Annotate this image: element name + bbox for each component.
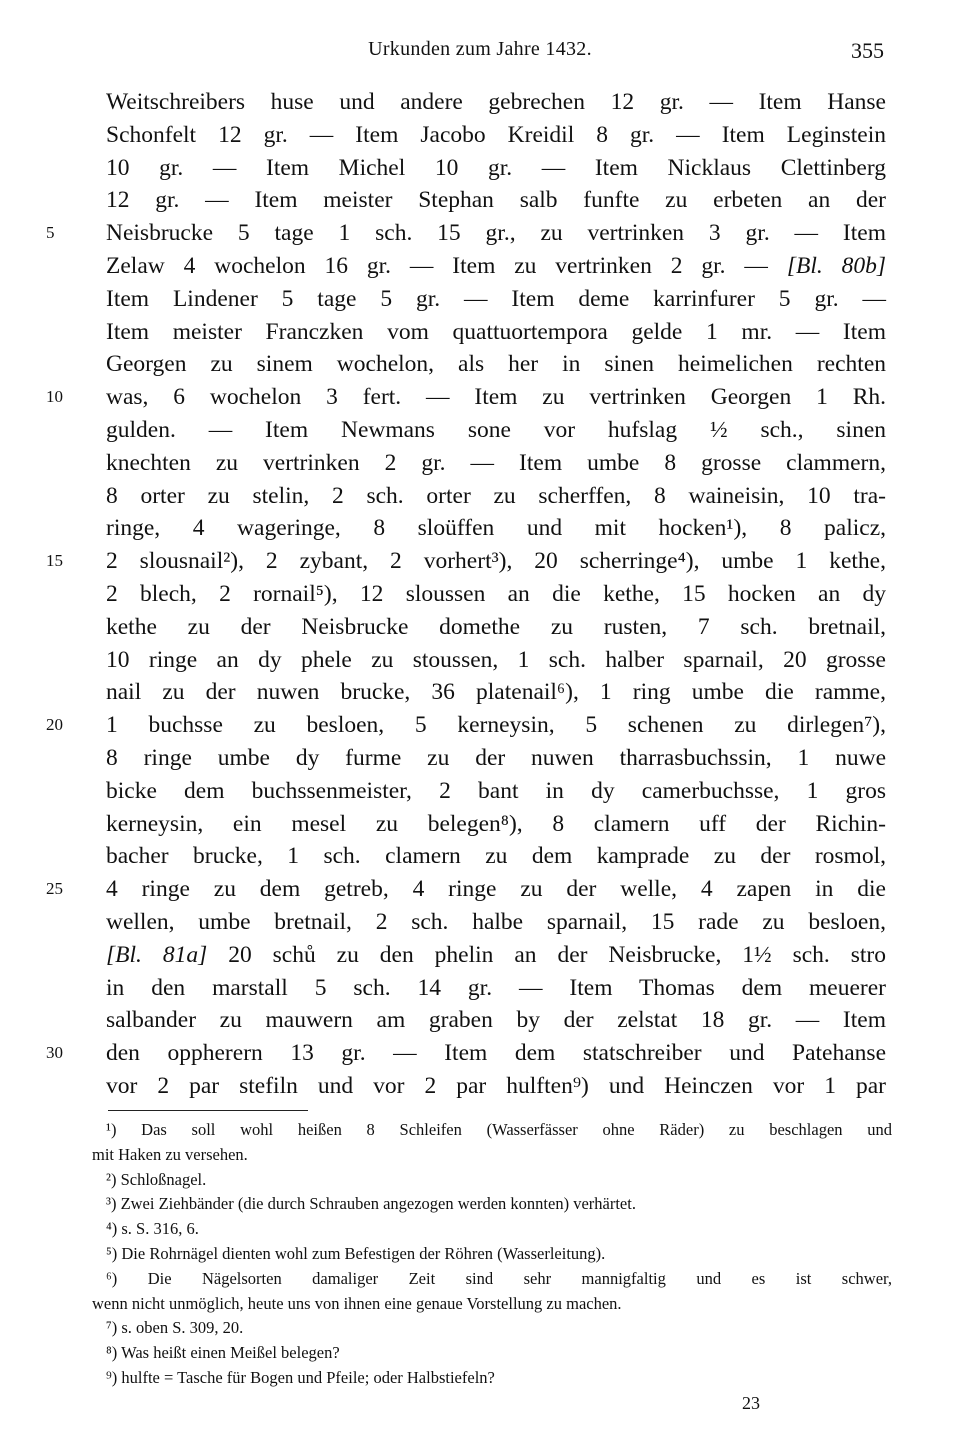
line-text: wellen, umbe bretnail, 2 sch. halbe sparnail, 15 rade zu besloen, — [106, 908, 886, 935]
line-text: kethe zu der Neisbrucke domethe zu rusten, 7 sch. bretnail, — [106, 613, 886, 640]
line-text: 12 gr. — Item meister Stephan salb funfte zu erbeten an der — [106, 187, 886, 214]
text-line — [106, 283, 886, 316]
line-text: den oppherern 13 gr. — Item dem statschreiber und Patehanse — [106, 1040, 886, 1067]
line-number: 5 — [46, 223, 55, 243]
line-text: Neisbrucke 5 tage 1 sch. 15 gr., zu vertrinken 3 gr. — Item — [106, 220, 886, 247]
line-number: 30 — [46, 1043, 63, 1063]
running-head: Urkunden zum Jahre 1432. — [368, 38, 592, 60]
line-text: knechten zu vertrinken 2 gr. — Item umbe 8 grosse clammern, — [106, 449, 886, 476]
text-line — [46, 873, 886, 906]
line-text: gulden. — Item Newmans sone vor hufslag ½ sch., sinen — [106, 416, 886, 443]
footnote-line: mit Haken zu versehen. — [92, 1144, 248, 1164]
sheet-signature: 23 — [742, 1393, 760, 1413]
line-text: 8 ringe umbe dy furme zu der nuwen tharrasbuchssin, 1 nuwe — [106, 744, 886, 771]
text-line — [106, 512, 886, 545]
text-line — [106, 348, 886, 381]
line-text: Georgen zu sinem wochelon, als her in sinen heimelichen rechten — [106, 351, 886, 378]
line-number: 10 — [46, 387, 63, 407]
text-line — [106, 939, 886, 972]
line-number: 25 — [46, 879, 63, 899]
footnote-line: ²) Schloßnagel. — [106, 1169, 207, 1189]
footnote-line: ¹) Das soll wohl heißen 8 Schleifen (Wasserfässer ohne Räder) zu beschlagen und — [106, 1120, 892, 1139]
line-text: Schonfelt 12 gr. — Item Jacobo Kreidil 8 gr. — Item Leginstein — [106, 121, 886, 148]
line-text: nail zu der nuwen brucke, 36 platenail⁶), 1 ring umbe die ramme, — [106, 679, 886, 706]
footnote-line: ⁴) s. S. 316, 6. — [106, 1219, 199, 1239]
text-line — [106, 86, 886, 119]
text-line — [46, 381, 886, 414]
text-line — [106, 611, 886, 644]
line-text: 2 slousnail²), 2 zybant, 2 vorhert³), 20 scherringe⁴), umbe 1 kethe, — [106, 548, 886, 575]
line-text: [Bl. 81a] 20 schů zu den phelin an der Neisbrucke, 1½ sch. stro — [106, 941, 886, 968]
line-number: 15 — [46, 551, 63, 571]
footnote-line: ⁵) Die Rohrnägel dienten wohl zum Befestigen der Röhren (Wasserleitung). — [106, 1243, 606, 1263]
line-text: bicke dem buchssenmeister, 2 bant in dy camerbuchsse, 1 gros — [106, 777, 886, 804]
text-line — [106, 480, 886, 513]
text-line — [106, 250, 886, 283]
line-number: 20 — [46, 715, 63, 735]
text-line — [106, 742, 886, 775]
line-text: Item meister Franczken vom quattuortempora gelde 1 mr. — Item — [106, 318, 886, 345]
text-line — [106, 578, 886, 611]
text-line — [106, 447, 886, 480]
text-line — [106, 775, 886, 808]
line-text: 8 orter zu stelin, 2 sch. orter zu scherffen, 8 waineisin, 10 tra- — [106, 482, 886, 509]
line-text: vor 2 par stefiln und vor 2 par hulften⁹) und Heinczen vor 1 par — [106, 1072, 886, 1099]
main-text — [46, 86, 886, 1103]
line-text: 2 blech, 2 rornail⁵), 12 sloussen an die kethe, 15 hocken an dy — [106, 580, 886, 607]
footnote-line: ⁶) Die Nägelsorten damaliger Zeit sind sehr mannigfaltig und es ist schwer, — [106, 1268, 892, 1288]
text-line — [46, 709, 886, 742]
line-text: 10 ringe an dy phele zu stoussen, 1 sch. halber sparnail, 20 grosse — [106, 646, 886, 673]
line-text: salbander zu mauwern am graben by der zelstat 18 gr. — Item — [106, 1007, 886, 1034]
folio-reference: [Bl. 81a] — [106, 941, 208, 968]
line-text: Weitschreibers huse und andere gebrechen 12 gr. — Item Hanse — [106, 89, 886, 115]
footnote-line: ⁸) Was heißt einen Meißel belegen? — [106, 1343, 340, 1363]
line-text: in den marstall 5 sch. 14 gr. — Item Thomas dem meuerer — [106, 974, 886, 1001]
page-number: 355 — [851, 38, 884, 63]
folio-reference: [Bl. 80b] — [786, 252, 886, 279]
text-line — [106, 644, 886, 677]
line-text: bacher brucke, 1 sch. clamern zu dem kamprade zu der rosmol, — [106, 843, 886, 870]
text-line — [106, 808, 886, 841]
text-line — [106, 972, 886, 1005]
footnote-divider — [108, 1110, 308, 1111]
text-line — [106, 316, 886, 349]
text-line — [46, 545, 886, 578]
text-line — [106, 414, 886, 447]
page-header — [0, 38, 960, 72]
text-line — [106, 906, 886, 939]
text-line — [106, 676, 886, 709]
line-text: 10 gr. — Item Michel 10 gr. — Item Nicklaus Clettinberg — [106, 154, 886, 181]
line-text: was, 6 wochelon 3 fert. — Item zu vertrinken Georgen 1 Rh. — [106, 384, 886, 411]
text-line — [106, 1004, 886, 1037]
text-line — [106, 184, 886, 217]
footnote-line: wenn nicht unmöglich, heute uns von ihnen eine genaue Vorstellung zu machen. — [92, 1293, 622, 1313]
text-line — [106, 1070, 886, 1103]
footnotes — [92, 1118, 892, 1391]
line-text: 4 ringe zu dem getreb, 4 ringe zu der welle, 4 zapen in die — [106, 876, 886, 903]
text-line — [106, 840, 886, 873]
footnote-line: ⁷) s. oben S. 309, 20. — [106, 1318, 244, 1338]
text-line — [46, 217, 886, 250]
line-text: Zelaw 4 wochelon 16 gr. — Item zu vertrinken 2 gr. — [Bl. 80b] — [106, 252, 886, 279]
text-line — [106, 119, 886, 152]
text-line — [106, 152, 886, 185]
line-text: 1 buchsse zu besloen, 5 kerneysin, 5 schenen zu dirlegen⁷), — [106, 712, 886, 739]
footnote-line: ³) Zwei Ziehbänder (die durch Schrauben angezogen werden konnten) verhärtet. — [106, 1194, 636, 1214]
line-text: Item Lindener 5 tage 5 gr. — Item deme karrinfurer 5 gr. — — [106, 285, 886, 312]
line-text: kerneysin, ein mesel zu belegen⁸), 8 clamern uff der Richin- — [106, 810, 886, 837]
text-line — [46, 1037, 886, 1070]
footnote-line: ⁹) hulfte = Tasche für Bogen und Pfeile; oder Halbstiefeln? — [106, 1367, 495, 1387]
line-text: ringe, 4 wageringe, 8 sloüffen und mit hocken¹), 8 palicz, — [106, 515, 886, 542]
